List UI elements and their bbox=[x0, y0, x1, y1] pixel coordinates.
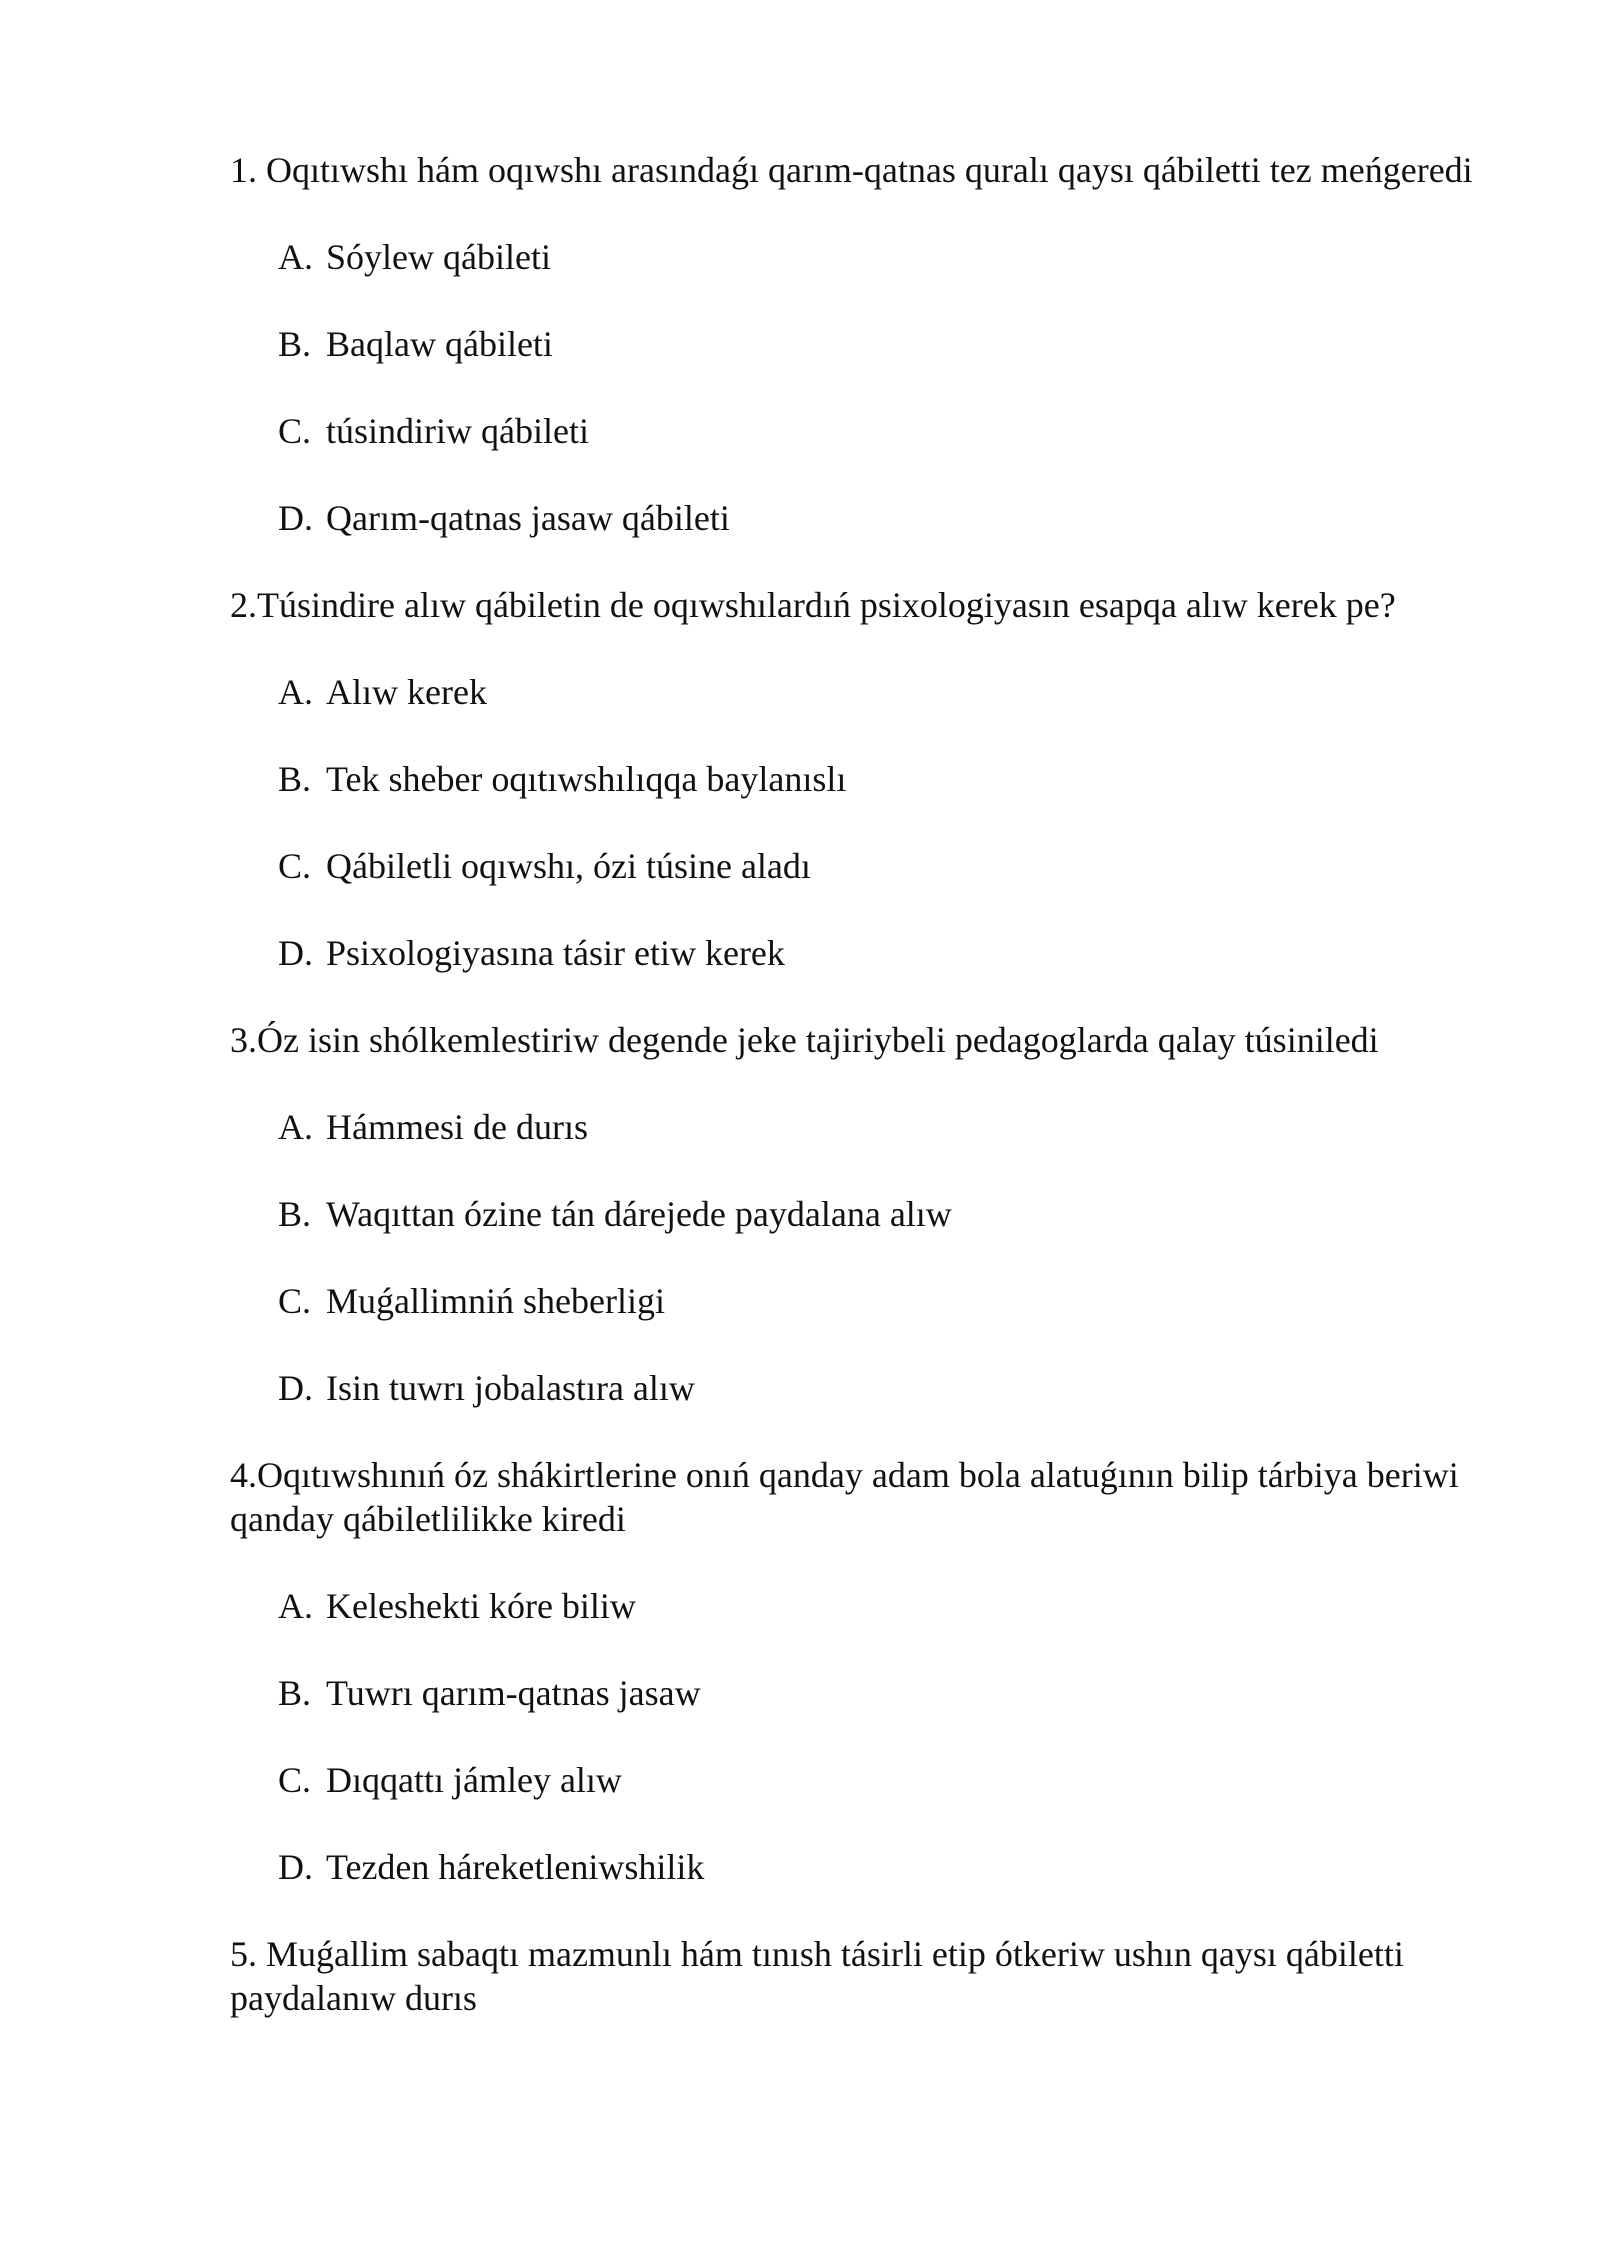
option-text: Qábiletli oqıwshı, ózi túsine aladı bbox=[326, 846, 811, 886]
option-letter: A. bbox=[278, 672, 313, 712]
question-block bbox=[230, 583, 1520, 975]
answer-option bbox=[230, 931, 1520, 975]
option-text: Tuwrı qarım-qatnas jasaw bbox=[326, 1673, 701, 1713]
option-letter: B. bbox=[278, 759, 312, 799]
option-text: túsindiriw qábileti bbox=[326, 411, 589, 451]
option-text: Tek sheber oqıtıwshılıqqa baylanıslı bbox=[326, 759, 847, 799]
option-text: Baqlaw qábileti bbox=[326, 324, 553, 364]
answer-option bbox=[230, 235, 1520, 279]
answer-option bbox=[230, 1671, 1520, 1715]
answer-option bbox=[230, 322, 1520, 366]
answer-option bbox=[230, 1105, 1520, 1149]
option-text: Sóylew qábileti bbox=[326, 237, 551, 277]
answer-option bbox=[230, 757, 1520, 801]
question-block bbox=[230, 1018, 1520, 1410]
option-text: Psixologiyasına tásir etiw kerek bbox=[326, 933, 785, 973]
answer-option bbox=[230, 496, 1520, 540]
option-letter: C. bbox=[278, 1281, 312, 1321]
option-letter: D. bbox=[278, 498, 313, 538]
option-letter: D. bbox=[278, 933, 313, 973]
answer-option bbox=[230, 1279, 1520, 1323]
question-text: 5. Muǵallim sabaqtı mazmunlı hám tınısh tásirli etip ótkeriw ushın qaysı qábiletti paydalanıw durıs bbox=[230, 1934, 1404, 2018]
option-letter: D. bbox=[278, 1368, 313, 1408]
question-block bbox=[230, 1932, 1520, 2020]
option-letter: C. bbox=[278, 411, 312, 451]
option-letter: A. bbox=[278, 1586, 313, 1626]
option-letter: D. bbox=[278, 1847, 313, 1887]
option-text: Isin tuwrı jobalastıra alıw bbox=[326, 1368, 695, 1408]
question-text: 4.Oqıtıwshınıń óz shákirtlerine onıń qanday adam bola alatuǵının bilip tárbiya beriwi qanday qábiletlilikke kiredi bbox=[230, 1455, 1459, 1539]
answer-option bbox=[230, 1758, 1520, 1802]
answer-option bbox=[230, 670, 1520, 714]
option-letter: C. bbox=[278, 846, 312, 886]
question-text: 1. Oqıtıwshı hám oqıwshı arasındaǵı qarım-qatnas quralı qaysı qábiletti tez meńgeredi bbox=[230, 150, 1473, 190]
option-text: Dıqqattı jámley alıw bbox=[326, 1760, 622, 1800]
option-text: Muǵallimniń sheberligi bbox=[326, 1281, 665, 1321]
option-letter: B. bbox=[278, 324, 312, 364]
option-text: Keleshekti kóre biliw bbox=[326, 1586, 636, 1626]
option-letter: A. bbox=[278, 237, 313, 277]
question-text: 2.Túsindire alıw qábiletin de oqıwshılardıń psixologiyasın esapqa alıw kerek pe? bbox=[230, 585, 1396, 625]
answer-option bbox=[230, 1366, 1520, 1410]
answer-option bbox=[230, 409, 1520, 453]
option-letter: C. bbox=[278, 1760, 312, 1800]
option-letter: B. bbox=[278, 1194, 312, 1234]
question-block bbox=[230, 1453, 1520, 1889]
answer-option bbox=[230, 844, 1520, 888]
test-content bbox=[230, 148, 1520, 2063]
answer-option bbox=[230, 1584, 1520, 1628]
question-block bbox=[230, 148, 1520, 540]
option-text: Hámmesi de durıs bbox=[326, 1107, 588, 1147]
answer-option bbox=[230, 1845, 1520, 1889]
option-text: Tezden háreketleniwshilik bbox=[326, 1847, 705, 1887]
answer-option bbox=[230, 1192, 1520, 1236]
option-text: Waqıttan ózine tán dárejede paydalana alıw bbox=[326, 1194, 952, 1234]
option-text: Qarım-qatnas jasaw qábileti bbox=[326, 498, 730, 538]
option-text: Alıw kerek bbox=[326, 672, 487, 712]
option-letter: B. bbox=[278, 1673, 312, 1713]
question-text: 3.Óz isin shólkemlestiriw degende jeke tajiriybeli pedagoglarda qalay túsiniledi bbox=[230, 1020, 1379, 1060]
option-letter: A. bbox=[278, 1107, 313, 1147]
